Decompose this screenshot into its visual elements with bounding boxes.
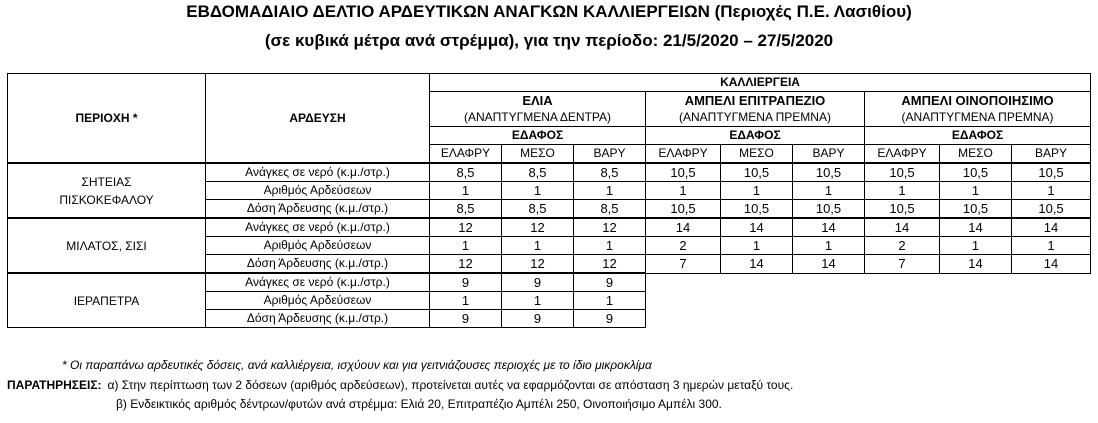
value-cell: 7 xyxy=(865,255,940,274)
soil-header: ΕΔΑΦΟΣ xyxy=(865,127,1091,145)
soil-medium: ΜΕΣΟ xyxy=(940,145,1012,164)
row-label: Ανάγκες σε νερό (κ.μ./στρ.) xyxy=(206,273,430,292)
value-cell: 14 xyxy=(940,255,1012,274)
value-cell: 2 xyxy=(865,237,940,255)
crop-sub-olive: (ΑΝΑΠΤΥΓΜΕΝΑ ΔΕΝΤΡΑ) xyxy=(430,109,646,127)
crop-name-olive: ΕΛΙΑ xyxy=(430,92,646,110)
value-cell: 9 xyxy=(430,310,502,328)
region-name xyxy=(8,163,206,218)
value-cell: 10,5 xyxy=(865,163,940,182)
value-cell: 10,5 xyxy=(793,163,865,182)
value-cell: 12 xyxy=(574,218,646,237)
value-cell: 8,5 xyxy=(502,163,574,182)
value-cell: 14 xyxy=(793,218,865,237)
row-label: Αριθμός Αρδεύσεων xyxy=(206,237,430,255)
soil-heavy: ΒΑΡΥ xyxy=(793,145,865,164)
value-cell: 1 xyxy=(793,237,865,255)
table-row xyxy=(8,218,1091,237)
value-cell: 1 xyxy=(1012,237,1091,255)
value-cell: 1 xyxy=(502,292,574,310)
value-cell: 8,5 xyxy=(430,200,502,219)
row-label: Αριθμός Αρδεύσεων xyxy=(206,292,430,310)
row-label: Ανάγκες σε νερό (κ.μ./στρ.) xyxy=(206,163,430,182)
table-row xyxy=(8,273,1091,292)
value-cell: 10,5 xyxy=(865,200,940,219)
value-cell: 1 xyxy=(1012,182,1091,200)
soil-light: ΕΛΑΦΡΥ xyxy=(646,145,721,164)
crop-sub-wine-grape: (ΑΝΑΠΤΥΓΜΕΝΑ ΠΡΕΜΝΑ) xyxy=(865,109,1091,127)
value-cell: 8,5 xyxy=(502,200,574,219)
value-cell: 8,5 xyxy=(574,163,646,182)
document-subtitle: (σε κυβικά μέτρα ανά στρέμμα), για την περίοδο: 21/5/2020 – 27/5/2020 xyxy=(264,31,834,50)
crop-name-wine-grape: ΑΜΠΕΛΙ ΟΙΝΟΠΟΙΗΣΙΜΟ xyxy=(865,92,1091,110)
header-irrigation: ΑΡΔΕΥΣΗ xyxy=(206,74,430,164)
region-name-line: ΠΙΣΚΟΚΕΦΑΛΟΥ xyxy=(59,192,154,207)
value-cell: 7 xyxy=(646,255,721,274)
row-label: Δόση Άρδευσης (κ.μ./στρ.) xyxy=(206,255,430,274)
value-cell: 8,5 xyxy=(574,200,646,219)
value-cell: 2 xyxy=(646,237,721,255)
value-cell: 12 xyxy=(574,255,646,274)
value-cell: 10,5 xyxy=(793,200,865,219)
value-cell: 14 xyxy=(1012,255,1091,274)
empty-cell xyxy=(646,292,1091,310)
remark-a xyxy=(7,378,793,392)
value-cell: 10,5 xyxy=(1012,200,1091,219)
remarks-label: ΠΑΡΑΤΗΡΗΣΕΙΣ: xyxy=(7,378,102,392)
empty-cell xyxy=(646,273,1091,292)
value-cell: 8,5 xyxy=(430,163,502,182)
irrigation-table xyxy=(7,73,1091,328)
value-cell: 10,5 xyxy=(940,200,1012,219)
value-cell: 12 xyxy=(430,218,502,237)
soil-medium: ΜΕΣΟ xyxy=(721,145,793,164)
row-label: Αριθμός Αρδεύσεων xyxy=(206,182,430,200)
crop-sub-table-grape: (ΑΝΑΠΤΥΓΜΕΝΑ ΠΡΕΜΝΑ) xyxy=(646,109,865,127)
value-cell: 9 xyxy=(502,273,574,292)
value-cell: 10,5 xyxy=(721,200,793,219)
value-cell: 10,5 xyxy=(940,163,1012,182)
region-name xyxy=(8,273,206,328)
remark-b: β) Ενδεικτικός αριθμός δέντρων/φυτών ανά στρέμμα: Ελιά 20, Επιτραπέζιο Αμπέλι 250, Οινοποιήσιμο Αμπέλι 300. xyxy=(116,397,722,411)
region-name-line: ΣΗΤΕΙΑΣ xyxy=(81,174,132,189)
region-name-line: ΜΙΛΑΤΟΣ, ΣΙΣΙ xyxy=(66,238,147,253)
soil-light: ΕΛΑΦΡΥ xyxy=(430,145,502,164)
soil-header: ΕΔΑΦΟΣ xyxy=(430,127,646,145)
value-cell: 14 xyxy=(940,218,1012,237)
value-cell: 1 xyxy=(646,182,721,200)
row-label: Δόση Άρδευσης (κ.μ./στρ.) xyxy=(206,310,430,328)
value-cell: 14 xyxy=(721,218,793,237)
value-cell: 1 xyxy=(502,182,574,200)
value-cell: 12 xyxy=(502,255,574,274)
row-label: Ανάγκες σε νερό (κ.μ./στρ.) xyxy=(206,218,430,237)
value-cell: 14 xyxy=(721,255,793,274)
value-cell: 10,5 xyxy=(646,200,721,219)
value-cell: 10,5 xyxy=(646,163,721,182)
value-cell: 1 xyxy=(865,182,940,200)
value-cell: 14 xyxy=(646,218,721,237)
soil-heavy: ΒΑΡΥ xyxy=(574,145,646,164)
value-cell: 12 xyxy=(502,218,574,237)
value-cell: 12 xyxy=(430,255,502,274)
value-cell: 14 xyxy=(793,255,865,274)
document-title: ΕΒΔΟΜΑΔΙΑΙΟ ΔΕΛΤΙΟ ΑΡΔΕΥΤΙΚΩΝ ΑΝΑΓΚΩΝ ΚΑΛΛΙΕΡΓΕΙΩΝ (Περιοχές Π.Ε. Λασιθίου) xyxy=(186,2,912,21)
soil-light: ΕΛΑΦΡΥ xyxy=(865,145,940,164)
value-cell: 1 xyxy=(574,182,646,200)
value-cell: 14 xyxy=(1012,218,1091,237)
value-cell: 1 xyxy=(793,182,865,200)
value-cell: 9 xyxy=(574,310,646,328)
value-cell: 1 xyxy=(430,292,502,310)
value-cell: 9 xyxy=(502,310,574,328)
value-cell: 9 xyxy=(430,273,502,292)
region-name-line: ΙΕΡΑΠΕΤΡΑ xyxy=(73,293,140,308)
remark-a-text: α) Στην περίπτωση των 2 δόσεων (αριθμός αρδεύσεων), προτείνεται αυτές να εφαρμόζονται σε απόσταση 3 ημερών μεταξύ τους. xyxy=(107,378,794,392)
header-crops: ΚΑΛΛΙΕΡΓΕΙΑ xyxy=(430,74,1091,92)
value-cell: 10,5 xyxy=(1012,163,1091,182)
value-cell: 1 xyxy=(721,237,793,255)
value-cell: 14 xyxy=(865,218,940,237)
soil-header: ΕΔΑΦΟΣ xyxy=(646,127,865,145)
value-cell: 1 xyxy=(574,237,646,255)
value-cell: 1 xyxy=(721,182,793,200)
header-region: ΠΕΡΙΟΧΗ * xyxy=(8,74,206,164)
value-cell: 9 xyxy=(574,273,646,292)
value-cell: 1 xyxy=(430,182,502,200)
value-cell: 1 xyxy=(430,237,502,255)
value-cell: 1 xyxy=(502,237,574,255)
row-label: Δόση Άρδευσης (κ.μ./στρ.) xyxy=(206,200,430,219)
soil-heavy: ΒΑΡΥ xyxy=(1012,145,1091,164)
crop-name-table-grape: ΑΜΠΕΛΙ ΕΠΙΤΡΑΠΕΖΙΟ xyxy=(646,92,865,110)
value-cell: 1 xyxy=(574,292,646,310)
value-cell: 1 xyxy=(940,237,1012,255)
region-name xyxy=(8,218,206,273)
table-row xyxy=(8,163,1091,182)
value-cell: 10,5 xyxy=(721,163,793,182)
empty-cell xyxy=(646,310,1091,328)
soil-medium: ΜΕΣΟ xyxy=(502,145,574,164)
footnote: * Οι παραπάνω αρδευτικές δόσεις, ανά καλλιέργεια, ισχύουν και για γειτνιάζουσες περιοχές με το ίδιο μικροκλίμα xyxy=(62,358,652,372)
value-cell: 1 xyxy=(940,182,1012,200)
